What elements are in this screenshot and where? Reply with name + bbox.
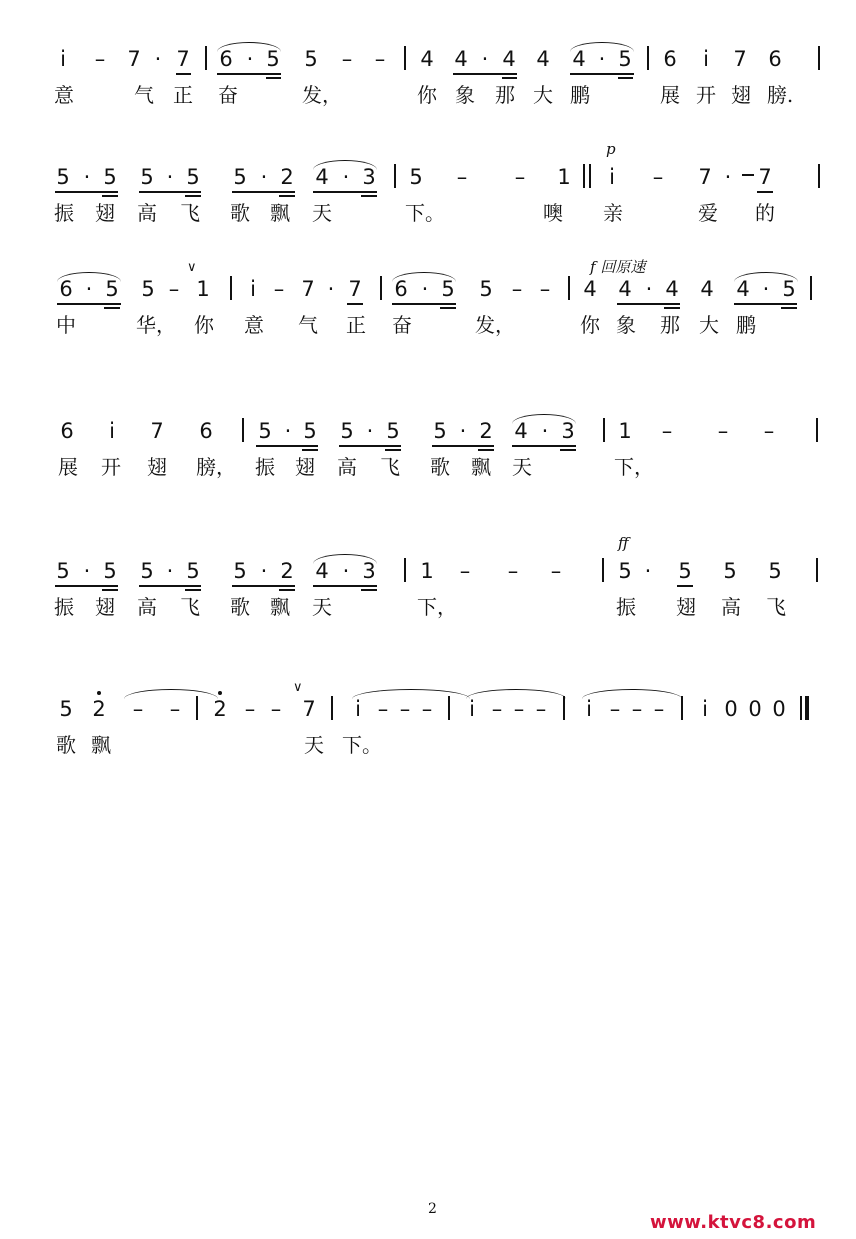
lyric: 发， <box>475 313 515 337</box>
lyric: 飘 <box>270 201 290 225</box>
lyric: 振 <box>54 201 74 225</box>
dash: – <box>273 277 285 301</box>
note: 5 <box>678 559 692 583</box>
dash: – <box>169 697 181 721</box>
lyric: 气 <box>298 313 318 337</box>
dash: – <box>341 47 353 71</box>
note: 4 <box>618 277 632 301</box>
lyric: 发， <box>302 83 342 107</box>
note: 5 <box>56 559 70 583</box>
lyric: 飞 <box>180 595 200 619</box>
note: 6 <box>59 277 73 301</box>
lyric: 翅 <box>731 83 751 107</box>
note: 5 <box>103 165 117 189</box>
lyric: 天 <box>512 455 532 479</box>
dot: · <box>541 419 549 443</box>
lyric: 振 <box>54 595 74 619</box>
dash: – <box>459 559 471 583</box>
underline <box>392 303 456 305</box>
underline <box>512 445 576 447</box>
barline <box>404 46 406 70</box>
dash: – <box>399 697 411 721</box>
underline <box>570 73 634 75</box>
barline <box>568 276 570 300</box>
note: 4 <box>514 419 528 443</box>
note: 1 <box>420 559 434 583</box>
note: 5 <box>768 559 782 583</box>
dot: · <box>762 277 770 301</box>
underline <box>742 174 754 176</box>
notes-row <box>0 552 856 592</box>
lyric: 你 <box>417 83 437 107</box>
lyric: 歌 <box>230 595 250 619</box>
underline <box>139 585 201 587</box>
note: 1 <box>618 419 632 443</box>
note: 2 <box>479 419 493 443</box>
underline <box>139 191 201 193</box>
lyric: 翅 <box>676 595 696 619</box>
note: 7 <box>698 165 712 189</box>
note: 6 <box>199 419 213 443</box>
note: 4 <box>454 47 468 71</box>
lyric: 下， <box>417 595 457 619</box>
note: i <box>355 697 361 721</box>
lyric: 意 <box>244 313 264 337</box>
note: 5 <box>103 559 117 583</box>
note: 4 <box>583 277 597 301</box>
lyric: 歌 <box>230 201 250 225</box>
note: 7 <box>758 165 772 189</box>
barline <box>816 558 818 582</box>
note: i <box>702 697 708 721</box>
tie <box>352 689 470 699</box>
note: 1 <box>196 277 210 301</box>
lyric: 翅 <box>95 595 115 619</box>
barline <box>196 696 198 720</box>
dot: · <box>366 419 374 443</box>
note: 5 <box>304 47 318 71</box>
dot: · <box>284 419 292 443</box>
dot: · <box>598 47 606 71</box>
dot: · <box>724 165 732 189</box>
lyric: 鹏 <box>570 83 590 107</box>
lyric: 翅 <box>95 201 115 225</box>
lyric: 高 <box>137 595 157 619</box>
barline <box>818 46 820 70</box>
note: 4 <box>572 47 586 71</box>
note: 5 <box>340 419 354 443</box>
lyric: 振 <box>255 455 275 479</box>
barline <box>647 46 649 70</box>
lyric-row <box>0 590 856 624</box>
breath-mark: ∨ <box>187 260 197 275</box>
lyric: 爱 <box>698 201 718 225</box>
note: 5 <box>59 697 73 721</box>
note: 5 <box>140 165 154 189</box>
lyric: 那 <box>660 313 680 337</box>
note: i <box>250 277 256 301</box>
note: 3 <box>362 165 376 189</box>
dash: – <box>535 697 547 721</box>
note: 2 <box>280 559 294 583</box>
lyric: 象 <box>455 83 475 107</box>
note: 5 <box>233 165 247 189</box>
barline <box>681 696 683 720</box>
dash: – <box>244 697 256 721</box>
underline <box>176 73 191 75</box>
barline <box>242 418 244 442</box>
lyric: 展 <box>58 455 78 479</box>
dash: – <box>421 697 433 721</box>
notes-row <box>0 690 856 730</box>
dot: · <box>342 165 350 189</box>
lyric-row <box>0 196 856 230</box>
note: 7 <box>348 277 362 301</box>
dash: – <box>763 419 775 443</box>
dash: – <box>513 697 525 721</box>
lyric: 大 <box>533 83 553 107</box>
lyric: 华， <box>136 313 176 337</box>
lyric: 振 <box>616 595 636 619</box>
underline <box>677 585 693 587</box>
dot: · <box>83 559 91 583</box>
note: 5 <box>56 165 70 189</box>
lyric: 开 <box>696 83 716 107</box>
note: 5 <box>140 559 154 583</box>
note: 7 <box>127 47 141 71</box>
notes-row <box>0 40 856 80</box>
note: 5 <box>258 419 272 443</box>
underline <box>734 303 797 305</box>
octave-dot <box>218 691 222 695</box>
note: 5 <box>433 419 447 443</box>
note: 5 <box>186 559 200 583</box>
barline <box>404 558 406 582</box>
underline <box>217 73 281 75</box>
note: 7 <box>302 697 316 721</box>
note: 4 <box>536 47 550 71</box>
note: 4 <box>315 559 329 583</box>
dot: · <box>459 419 467 443</box>
note: 6 <box>60 419 74 443</box>
note: 5 <box>441 277 455 301</box>
lyric: 下。 <box>342 733 382 757</box>
final-barline-thick <box>805 696 809 720</box>
note: 5 <box>479 277 493 301</box>
note: 4 <box>665 277 679 301</box>
note: i <box>60 47 66 71</box>
lyric: 膀， <box>196 455 236 479</box>
dash: – <box>653 697 665 721</box>
lyric: 飘 <box>91 733 111 757</box>
barline <box>602 558 604 582</box>
note: 5 <box>186 165 200 189</box>
barline <box>810 276 812 300</box>
lyric: 飞 <box>766 595 786 619</box>
lyric: 飘 <box>270 595 290 619</box>
lyric: 奋 <box>218 83 238 107</box>
note: 5 <box>386 419 400 443</box>
note: 5 <box>782 277 796 301</box>
dot: · <box>342 559 350 583</box>
note: 3 <box>362 559 376 583</box>
lyric-row <box>0 728 856 762</box>
dash: – <box>507 559 519 583</box>
notes-row <box>0 412 856 452</box>
lyric: 歌 <box>56 733 76 757</box>
lyric: 你 <box>580 313 600 337</box>
dot: · <box>481 47 489 71</box>
lyric: 的 <box>755 201 775 225</box>
underline <box>347 303 363 305</box>
lyric: 那 <box>495 83 515 107</box>
note: 6 <box>768 47 782 71</box>
note: 4 <box>420 47 434 71</box>
dot: · <box>644 559 652 583</box>
lyric: 你 <box>194 313 214 337</box>
dot: · <box>166 559 174 583</box>
dash: – <box>514 165 526 189</box>
dash: – <box>491 697 503 721</box>
dot: · <box>260 165 268 189</box>
lyric: 正 <box>346 313 366 337</box>
note: i <box>586 697 592 721</box>
rest: 0 <box>724 697 738 721</box>
underline <box>232 585 295 587</box>
lyric: 下， <box>614 455 654 479</box>
barline <box>331 696 333 720</box>
note: i <box>703 47 709 71</box>
notes-row <box>0 270 856 310</box>
barline <box>816 418 818 442</box>
note: 6 <box>394 277 408 301</box>
note: 6 <box>219 47 233 71</box>
lyric: 翅 <box>295 455 315 479</box>
dynamic-mark: ff <box>618 534 629 552</box>
underline <box>55 191 118 193</box>
breath-mark: ∨ <box>293 680 303 695</box>
note: 5 <box>266 47 280 71</box>
lyric: 意 <box>54 83 74 107</box>
dot: · <box>645 277 653 301</box>
underline <box>313 191 377 193</box>
note: 7 <box>301 277 315 301</box>
dynamic-mark: p <box>606 140 616 158</box>
lyric: 象 <box>616 313 636 337</box>
underline <box>55 585 118 587</box>
dot: · <box>166 165 174 189</box>
lyric: 开 <box>101 455 121 479</box>
dash: – <box>550 559 562 583</box>
underline <box>453 73 517 75</box>
dash: – <box>539 277 551 301</box>
dot: · <box>421 277 429 301</box>
lyric: 下。 <box>405 201 445 225</box>
underline <box>339 445 401 447</box>
lyric: 高 <box>721 595 741 619</box>
dash: – <box>652 165 664 189</box>
rest: 0 <box>748 697 762 721</box>
watermark: www.ktvc8.com <box>650 1212 817 1233</box>
note: 3 <box>561 419 575 443</box>
lyric: 天 <box>312 595 332 619</box>
lyric: 气 <box>134 83 154 107</box>
note: 5 <box>618 559 632 583</box>
barline <box>230 276 232 300</box>
lyric: 天 <box>312 201 332 225</box>
note: 2 <box>280 165 294 189</box>
note: 7 <box>176 47 190 71</box>
lyric: 正 <box>173 83 193 107</box>
underline <box>432 445 494 447</box>
lyric: 亲 <box>603 201 623 225</box>
note: i <box>469 697 475 721</box>
dash: – <box>661 419 673 443</box>
dash: – <box>270 697 282 721</box>
lyric: 翅 <box>147 455 167 479</box>
lyric: 高 <box>337 455 357 479</box>
barline <box>448 696 450 720</box>
page-number: 2 <box>428 1201 437 1217</box>
lyric: 噢 <box>543 201 563 225</box>
barline <box>583 164 585 188</box>
lyric-row <box>0 78 856 112</box>
lyric: 鹏 <box>736 313 756 337</box>
barline <box>205 46 207 70</box>
lyric: 膀. <box>766 83 794 107</box>
note: 4 <box>736 277 750 301</box>
dot: · <box>85 277 93 301</box>
note: i <box>609 165 615 189</box>
note: 1 <box>557 165 571 189</box>
barline <box>589 164 591 188</box>
note: 5 <box>105 277 119 301</box>
dot: · <box>327 277 335 301</box>
note: 6 <box>663 47 677 71</box>
dynamic-mark: f 回原速 <box>590 258 646 276</box>
note: 4 <box>700 277 714 301</box>
note: 4 <box>502 47 516 71</box>
rest: 0 <box>772 697 786 721</box>
lyric: 天 <box>304 733 324 757</box>
barline <box>563 696 565 720</box>
note: 2 <box>92 697 106 721</box>
lyric: 中 <box>56 313 76 337</box>
note: 4 <box>315 165 329 189</box>
lyric: 大 <box>699 313 719 337</box>
lyric-row <box>0 450 856 484</box>
lyric: 歌 <box>430 455 450 479</box>
lyric: 高 <box>137 201 157 225</box>
dot: · <box>246 47 254 71</box>
note: 5 <box>233 559 247 583</box>
lyric: 飞 <box>180 201 200 225</box>
dot: · <box>154 47 162 71</box>
dot: · <box>260 559 268 583</box>
note: 7 <box>733 47 747 71</box>
note: 5 <box>303 419 317 443</box>
underline <box>313 585 377 587</box>
dash: – <box>631 697 643 721</box>
note: 2 <box>213 697 227 721</box>
lyric: 飞 <box>380 455 400 479</box>
underline <box>617 303 680 305</box>
note: 7 <box>150 419 164 443</box>
dash: – <box>609 697 621 721</box>
note: i <box>109 419 115 443</box>
underline <box>232 191 295 193</box>
dash: – <box>132 697 144 721</box>
dash: – <box>94 47 106 71</box>
dash: – <box>717 419 729 443</box>
dash: – <box>168 277 180 301</box>
lyric: 展 <box>660 83 680 107</box>
dash: – <box>511 277 523 301</box>
barline <box>394 164 396 188</box>
notes-row <box>0 158 856 198</box>
dash: – <box>377 697 389 721</box>
octave-dot <box>97 691 101 695</box>
dash: – <box>374 47 386 71</box>
note: 5 <box>409 165 423 189</box>
note: 5 <box>141 277 155 301</box>
barline <box>603 418 605 442</box>
underline <box>757 191 773 193</box>
lyric-row <box>0 308 856 342</box>
note: 5 <box>723 559 737 583</box>
dot: · <box>83 165 91 189</box>
lyric: 奋 <box>392 313 412 337</box>
lyric: 飘 <box>471 455 491 479</box>
underline <box>57 303 121 305</box>
underline <box>256 445 318 447</box>
note: 5 <box>618 47 632 71</box>
barline <box>380 276 382 300</box>
barline <box>818 164 820 188</box>
final-barline-thin <box>800 696 802 720</box>
dash: – <box>456 165 468 189</box>
